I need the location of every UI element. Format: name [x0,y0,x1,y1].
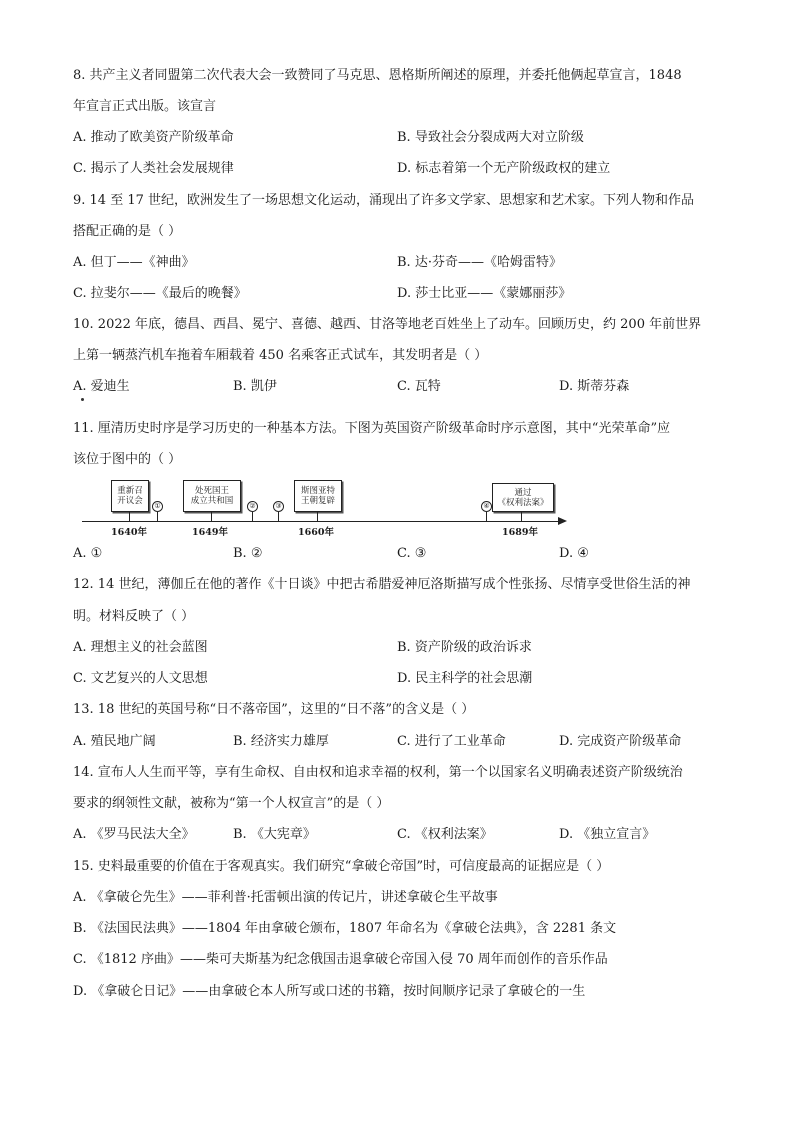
timeline-stem [211,511,212,521]
q10-stem-line2: 上第一辆蒸汽机车拖着车厢载着 450 名乘客正式试车，其发明者是（ ） [73,348,488,363]
q9-option-b: B. 达·芬奇——《哈姆雷特》 [397,255,562,270]
q11-option-d: D. ④ [559,546,589,561]
q15-option-a: A. 《拿破仑先生》——菲利普·托雷顿出演的传记片，讲述拿破仑生平故事 [73,890,498,905]
revolution-timeline [80,478,570,540]
q15-stem-line1: 15. 史料最重要的价值在于客观真实。我们研究“拿破仑帝国”时，可信度最高的证据应是（ ） [73,859,610,874]
timeline-stem [157,512,158,521]
q9-option-c: C. 拉斐尔——《最后的晚餐》 [73,286,247,301]
event-text: 《权利法案》 [497,497,549,508]
event-text: 王朝复辟 [300,496,335,506]
q8-option-d: D. 标志着第一个无产阶级政权的建立 [397,161,611,176]
q13-option-c: C. 进行了工业革命 [397,734,506,749]
event-text: 通过 [514,487,532,498]
timeline-year: 1660年 [298,527,334,538]
timeline-axis [82,521,560,522]
timeline-event-box [294,480,342,512]
q14-option-d: D. 《独立宣言》 [559,827,656,842]
q9-option-d: D. 莎士比亚——《蒙娜丽莎》 [397,286,572,301]
timeline-stem [521,511,522,521]
timeline-mark: ③ [273,501,284,512]
q14-stem-line2: 要求的纲领性文献，被称为“第一个人权宣言”的是（ ） [73,796,390,811]
event-text: 斯图亚特 [300,486,335,496]
timeline-year: 1689年 [502,527,538,538]
timeline-event-box [111,480,149,512]
q14-option-b: B. 《大宪章》 [233,827,316,842]
timeline-stem [317,511,318,521]
q13-option-d: D. 完成资产阶级革命 [559,734,682,749]
timeline-event-box [492,483,554,512]
q15-option-d: D. 《拿破仑日记》——由拿破仑本人所写或口述的书籍，按时间顺序记录了拿破仑的一生 [73,984,586,999]
timeline-mark: ② [247,501,258,512]
q8-option-c: C. 揭示了人类社会发展规律 [73,161,234,176]
q13-stem-line1: 13. 18 世纪的英国号称“日不落帝国”，这里的“日不落”的含义是（ ） [73,702,475,717]
timeline-arrow-icon [558,517,567,525]
q8-option-b: B. 导致社会分裂成两大对立阶级 [397,130,584,145]
q9-stem-line1: 9. 14 至 17 世纪，欧洲发生了一场思想文化运动，涌现出了许多文学家、思想家和艺术家。下列人物和作品 [73,193,695,208]
event-text: 开议会 [117,496,143,506]
q10-stem-line1: 10. 2022 年底，德昌、西昌、冕宁、喜德、越西、甘洛等地老百姓坐上了动车。回顾历史，约 200 年前世界 [73,317,702,332]
q8-option-a: A. 推动了欧美资产阶级革命 [73,130,234,145]
q11-option-b: B. ② [233,546,263,561]
timeline-stem [278,512,279,521]
timeline-mark: ① [152,501,163,512]
q12-option-a: A. 理想主义的社会蓝图 [73,640,208,655]
q13-option-a: A. 殖民地广阔 [73,734,156,749]
q11-stem-line1: 11. 厘清历史时序是学习历史的一种基本方法。下图为英国资产阶级革命时序示意图，其中“光荣革命”应 [73,421,671,436]
q11-option-a: A. ① [73,546,103,561]
timeline-stem [129,511,130,521]
q12-option-c: C. 文艺复兴的人文思想 [73,671,208,686]
event-text: 处死国王 [194,486,229,496]
stray-dot [81,398,84,401]
q12-stem-line2: 明。材料反映了（ ） [73,609,195,624]
q10-option-b: B. 凯伊 [233,379,277,394]
q11-stem-line2: 该位于图中的（ ） [73,452,182,467]
q9-option-a: A. 但丁——《神曲》 [73,255,195,270]
event-text: 重新召 [117,486,143,496]
q10-option-d: D. 斯蒂芬森 [559,379,630,394]
q14-option-a: A. 《罗马民法大全》 [73,827,195,842]
q8-stem-line1: 8. 共产主义者同盟第二次代表大会一致赞同了马克思、恩格斯所阐述的原理，并委托他俩起草宣言，1848 [73,68,682,83]
q15-option-b: B. 《法国民法典》——1804 年由拿破仑颁布，1807 年命名为《拿破仑法典》，含 2281 条文 [73,921,617,936]
q15-option-c: C. 《1812 序曲》——柴可夫斯基为纪念俄国击退拿破仑帝国入侵 70 周年而创作的音乐作品 [73,952,608,967]
q13-option-b: B. 经济实力雄厚 [233,734,329,749]
q14-option-c: C. 《权利法案》 [397,827,493,842]
timeline-event-box [183,480,241,512]
q12-stem-line1: 12. 14 世纪，薄伽丘在他的著作《十日谈》中把古希腊爱神厄洛斯描写成个性张扬、尽情享受世俗生活的神 [73,577,691,592]
q8-stem-line2: 年宣言正式出版。该宣言 [73,99,217,114]
q10-option-c: C. 瓦特 [397,379,441,394]
q11-option-c: C. ③ [397,546,427,561]
timeline-year: 1640年 [111,527,147,538]
event-text: 成立共和国 [190,496,234,506]
q9-stem-line2: 搭配正确的是（ ） [73,224,182,239]
timeline-mark: ④ [481,501,492,512]
q12-option-d: D. 民主科学的社会思潮 [397,671,533,686]
timeline-year: 1649年 [192,527,228,538]
timeline-stem [252,512,253,521]
timeline-stem [486,512,487,521]
q14-stem-line1: 14. 宣布人人生而平等，享有生命权、自由权和追求幸福的权利，第一个以国家名义明确表述资产阶级统治 [73,765,683,780]
q12-option-b: B. 资产阶级的政治诉求 [397,640,532,655]
q10-option-a: A. 爱迪生 [73,379,130,394]
